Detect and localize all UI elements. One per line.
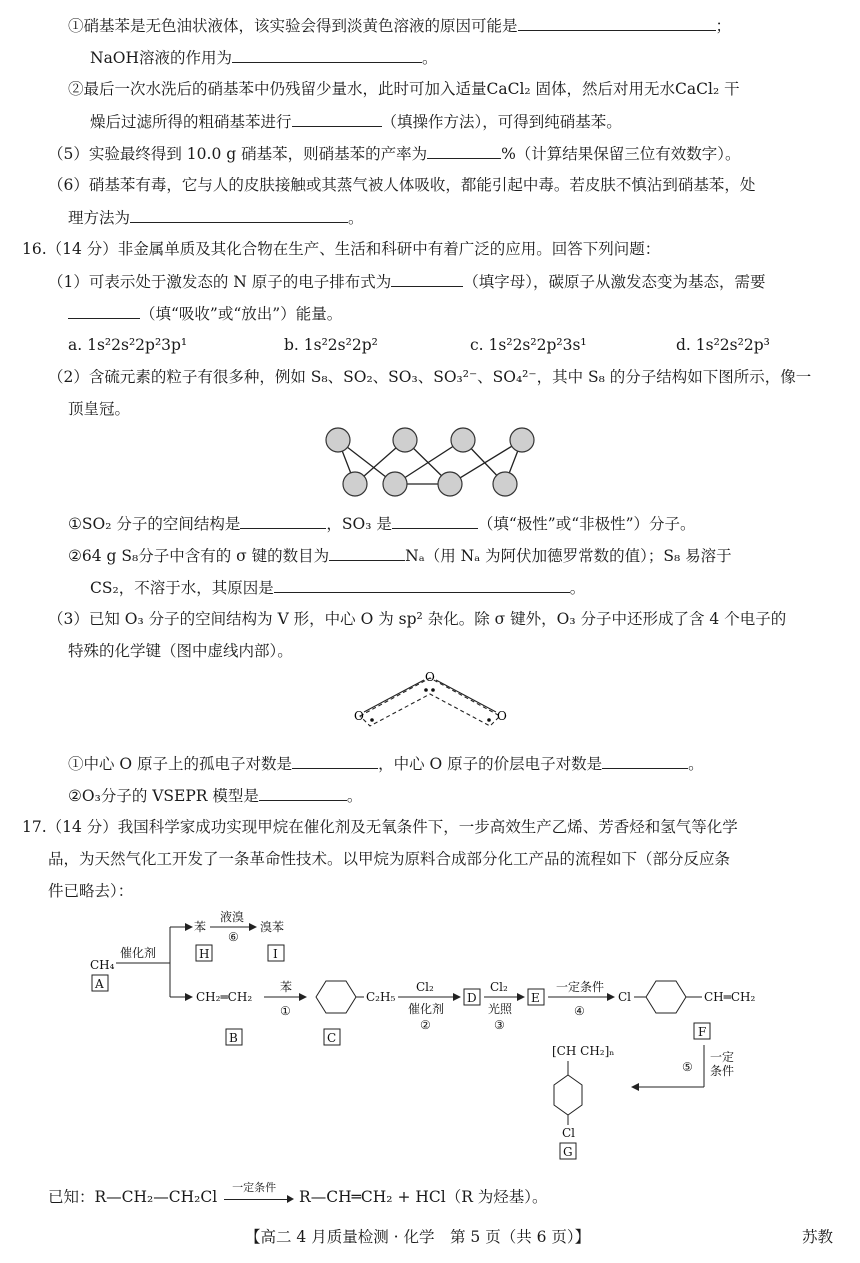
label-E: E — [531, 991, 540, 1005]
q16-2-1: ①SO₂ 分子的空间结构是 ，SO₃ 是 （填“极性”或“非极性”）分子。 — [68, 512, 696, 535]
label-H: H — [199, 947, 210, 961]
flow-step2: ② — [420, 1018, 431, 1032]
label-D: D — [467, 991, 477, 1005]
o3-center-atom: O — [425, 670, 435, 684]
q15-6-line1: （6）硝基苯有毒，它与人的皮肤接触或其蒸气被人体吸收，都能引起中毒。若皮肤不慎沾到硝基苯，处 — [48, 176, 756, 194]
flow-liquid-bromine: 液溴 — [220, 910, 245, 924]
synthesis-flow-diagram — [80, 905, 800, 1167]
option-a: a. 1s²2s²2p²3p¹ — [68, 336, 188, 354]
q15-4-1-line1: ①硝基苯是无色油状液体，该实验会得到淡黄色溶液的原因可能是 ； — [68, 14, 731, 37]
o3-structure-diagram — [350, 668, 510, 738]
answer-blank[interactable] — [518, 14, 716, 31]
q16-1-line1: （1）可表示处于激发态的 N 原子的电子排布式为 （填字母），碳原子从激发态变为基态，需要 — [48, 270, 766, 293]
known-arrow — [222, 1181, 294, 1207]
flow-cl2-a: Cl₂ — [416, 980, 434, 994]
flow-benzene-2: 苯 — [280, 980, 293, 994]
flow-condition5-b: 条件 — [710, 1064, 735, 1078]
answer-blank[interactable] — [240, 512, 326, 529]
answer-blank[interactable] — [292, 110, 382, 127]
flow-cl-g: Cl — [562, 1126, 576, 1140]
q16-2-line2: 顶皇冠。 — [68, 400, 131, 418]
answer-blank[interactable] — [274, 576, 570, 593]
option-b: b. 1s²2s²2p² — [284, 336, 378, 354]
q15-4-2-line2: 燥后过滤所得的粗硝基苯进行 （填操作方法），可得到纯硝基苯。 — [90, 110, 622, 133]
label-A: A — [95, 977, 104, 991]
q16-intro: 16.（14 分）非金属单质及其化合物在生产、生活和科研中有着广泛的应用。回答下列问题： — [22, 240, 661, 258]
q16-3-line2: 特殊的化学键（图中虚线内部）。 — [68, 642, 293, 660]
s8-structure-diagram — [300, 420, 560, 500]
flow-step4: ④ — [574, 1004, 585, 1018]
flow-catalyst-2: 催化剂 — [408, 1002, 445, 1016]
answer-blank[interactable] — [602, 752, 688, 769]
flow-ch4: CH₄ — [90, 958, 115, 972]
footer-edition: 苏教 — [802, 1228, 834, 1246]
flow-step1: ① — [280, 1004, 291, 1018]
q16-3-line1: （3）已知 O₃ 分子的空间结构为 V 形，中心 O 为 sp² 杂化。除 σ 键外，O₃ 分子中还形成了含 4 个电子的 — [48, 610, 787, 628]
q17-intro-line2: 品，为天然气化工开发了一条革命性技术。以甲烷为原料合成部分化工产品的流程如下（部分反应条 — [48, 850, 731, 868]
answer-blank[interactable] — [391, 270, 463, 287]
flow-ethylene: CH₂═CH₂ — [196, 990, 253, 1004]
flow-condition5-a: 一定 — [710, 1050, 735, 1064]
flow-catalyst: 催化剂 — [120, 946, 157, 960]
o3-right-atom: O — [497, 709, 507, 723]
answer-blank[interactable] — [427, 142, 501, 159]
answer-blank[interactable] — [232, 46, 422, 63]
known-reaction: 已知：R—CH₂—CH₂Cl 一定条件 R—CH═CH₂ + HCl（R 为烃基）。 — [48, 1186, 548, 1208]
flow-vinyl: CH═CH₂ — [704, 990, 756, 1004]
answer-blank[interactable] — [392, 512, 478, 529]
answer-blank[interactable] — [329, 544, 405, 561]
label-C: C — [327, 1031, 337, 1045]
q16-2-2-line2: CS₂，不溶于水，其原因是 。 — [90, 576, 585, 599]
q15-4-1-line2: NaOH溶液的作用为 。 — [90, 46, 438, 69]
footer-page-info: 【高二 4 月质量检测 · 化学 第 5 页（共 6 页）】 — [245, 1228, 591, 1246]
answer-blank[interactable] — [130, 206, 348, 223]
q17-intro-line1: 17.（14 分）我国科学家成功实现甲烷在催化剂及无氧条件下，一步高效生产乙烯、芳香烃和氢气等化学 — [22, 818, 738, 836]
label-B: B — [229, 1031, 238, 1045]
option-c: c. 1s²2s²2p²3s¹ — [470, 336, 587, 354]
flow-light: 光照 — [488, 1002, 513, 1016]
flow-polymer: [CH CH₂]ₙ — [552, 1044, 615, 1058]
o3-left-atom: O — [354, 709, 364, 723]
q16-3-1: ①中心 O 原子上的孤电子对数是 ，中心 O 原子的价层电子对数是 。 — [68, 752, 704, 775]
flow-cl2-b: Cl₂ — [490, 980, 508, 994]
q17-intro-line3: 件已略去）： — [48, 882, 134, 900]
flow-step5: ⑤ — [682, 1060, 693, 1074]
q16-2-line1: （2）含硫元素的粒子有很多种，例如 S₈、SO₂、SO₃、SO₃²⁻、SO₄²⁻，其中 S₈ 的分子结构如下图所示，像一 — [48, 368, 812, 386]
flow-cl-left: Cl — [618, 990, 632, 1004]
q16-3-2: ②O₃分子的 VSEPR 模型是 。 — [68, 784, 362, 807]
answer-blank[interactable] — [68, 302, 140, 319]
answer-blank[interactable] — [292, 752, 378, 769]
label-I: I — [273, 947, 278, 961]
q16-2-2-line1: ②64 g S₈分子中含有的 σ 键的数目为 Nₐ（用 Nₐ 为阿伏加德罗常数的值）；S₈ 易溶于 — [68, 544, 732, 567]
flow-bromobenzene: 溴苯 — [260, 920, 285, 934]
flow-condition: 一定条件 — [556, 980, 605, 994]
q15-4-2-line1: ②最后一次水洗后的硝基苯中仍残留少量水，此时可加入适量CaCl₂ 固体，然后对用无水CaCl₂ 干 — [68, 80, 740, 98]
q15-5: （5）实验最终得到 10.0 g 硝基苯，则硝基苯的产率为 %（计算结果保留三位有效数字）。 — [48, 142, 741, 165]
flow-benzene: 苯 — [194, 920, 207, 934]
flow-step3: ③ — [494, 1018, 505, 1032]
label-G: G — [563, 1145, 573, 1159]
q15-6-line2: 理方法为 。 — [68, 206, 364, 229]
q16-1-line2: （填“吸收”或“放出”）能量。 — [68, 302, 342, 325]
answer-blank[interactable] — [259, 784, 347, 801]
known-condition: 一定条件 — [232, 1181, 277, 1194]
flow-step6: ⑥ — [228, 930, 239, 944]
option-d: d. 1s²2s²2p³ — [676, 336, 770, 354]
flow-ethyl: C₂H₅ — [366, 990, 396, 1004]
label-F: F — [698, 1025, 707, 1039]
